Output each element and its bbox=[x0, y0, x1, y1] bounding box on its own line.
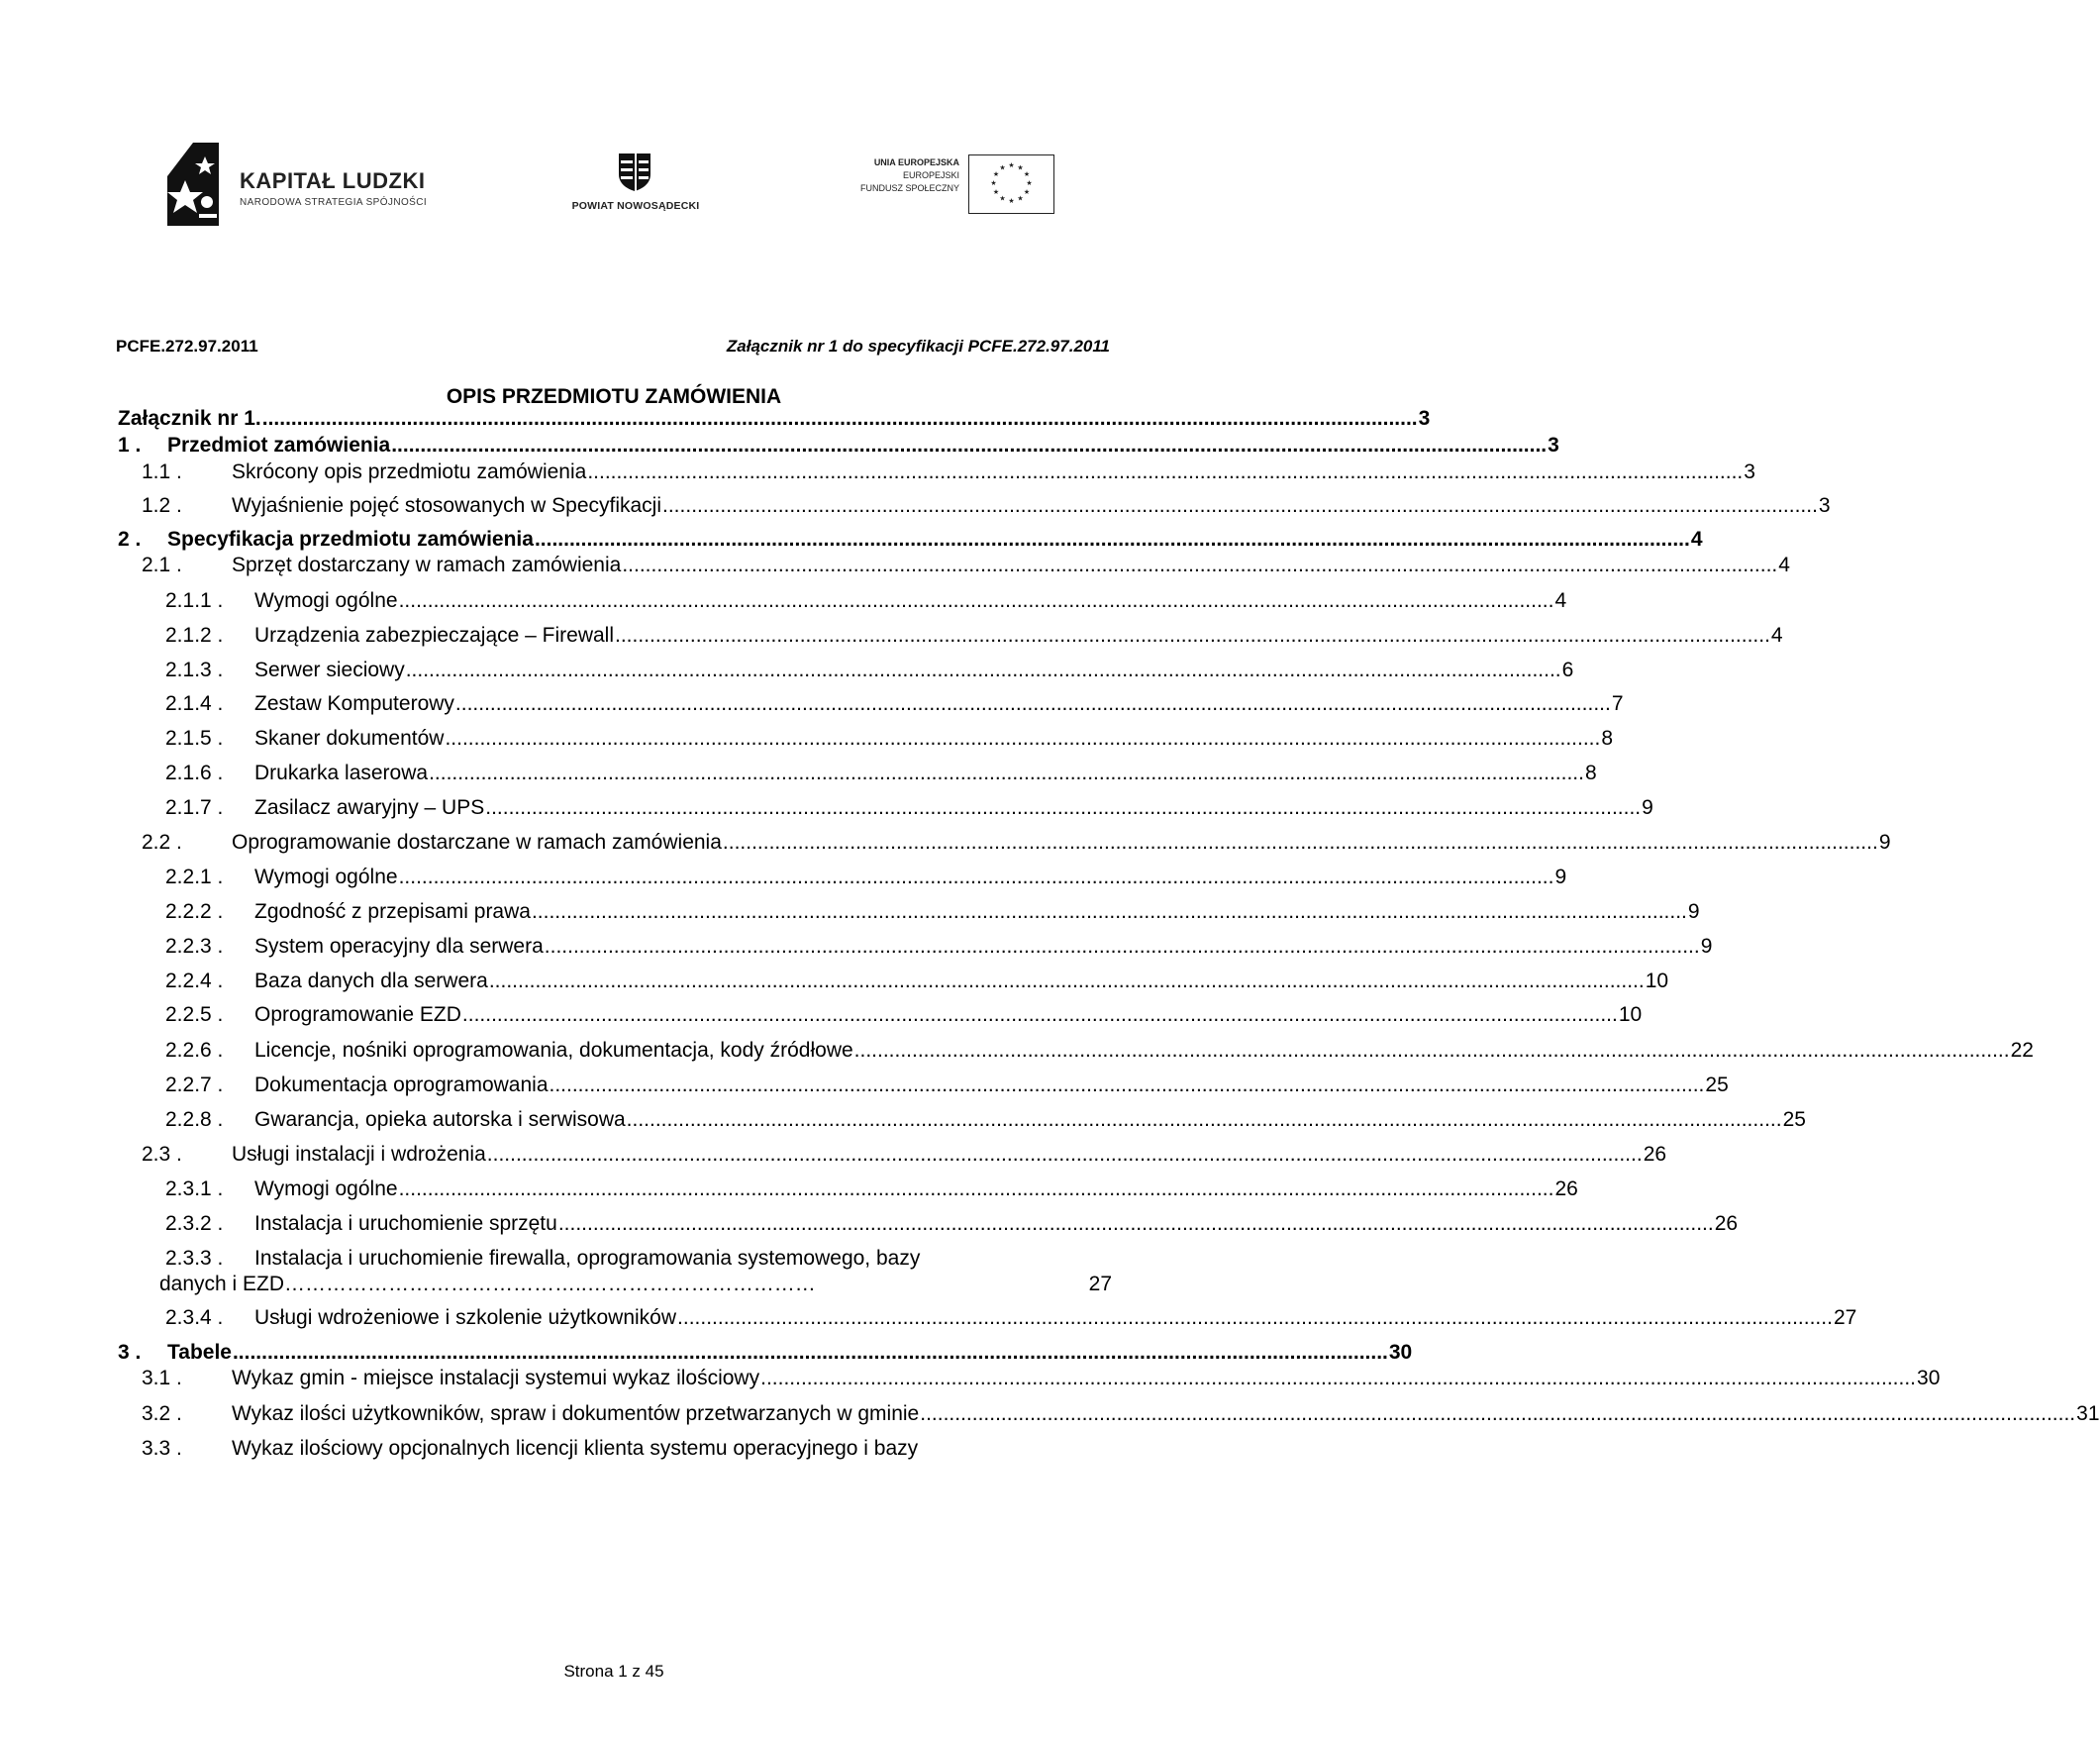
toc-number: 3.1 . bbox=[142, 1367, 182, 1389]
svg-text:★: ★ bbox=[1017, 163, 1024, 172]
toc-page-number: 9 bbox=[1642, 796, 1653, 819]
toc-number: 1.2 . bbox=[142, 494, 182, 517]
toc-entry[interactable] bbox=[165, 727, 1614, 751]
toc-leader-dots: ........................................................................................................................................................................................................ bbox=[454, 692, 1611, 715]
powiat-logo bbox=[566, 153, 705, 228]
toc-leader-dots: ........................................................................................................................................................................................................ bbox=[445, 727, 1601, 750]
toc-title: Urządzenia zabezpieczające – Firewall bbox=[254, 624, 615, 647]
toc-number: 2.2.1 . bbox=[165, 866, 224, 888]
toc-page-number: 31 bbox=[2076, 1402, 2100, 1425]
toc-title: Wymogi ogólne bbox=[254, 589, 398, 612]
toc-leader-dots: ........................................................................................................................................................................................................ bbox=[531, 900, 1687, 923]
page-number: Strona 1 z 45 bbox=[563, 1662, 664, 1681]
toc-entry[interactable] bbox=[118, 528, 1703, 552]
toc-leader-dots: ........................................................................................................................................................................................................ bbox=[398, 866, 1554, 888]
toc-title: System operacyjny dla serwera bbox=[254, 935, 544, 958]
toc-entry[interactable] bbox=[165, 692, 1624, 716]
eu-text bbox=[860, 156, 959, 195]
toc-title: Gwarancja, opieka autorska i serwisowa bbox=[254, 1108, 626, 1131]
toc-title: Wyjaśnienie pojęć stosowanych w Specyfikacji bbox=[232, 494, 662, 517]
toc-entry[interactable] bbox=[165, 1073, 1729, 1097]
toc-leader-dots: ........................................................................................................................................................................................................ bbox=[398, 589, 1554, 612]
toc-title: Instalacja i uruchomienie sprzętu bbox=[254, 1212, 557, 1235]
toc-page-number: 3 bbox=[1418, 407, 1431, 430]
toc-leader-dots: ........................................................................................................................................................................................................ bbox=[920, 1402, 2076, 1425]
toc-title: Drukarka laserowa bbox=[254, 762, 429, 784]
toc-page-number: 3 bbox=[1744, 460, 1755, 483]
powiat-crest-icon bbox=[618, 153, 651, 192]
toc-entry[interactable] bbox=[142, 831, 1891, 855]
svg-text:★: ★ bbox=[1008, 197, 1015, 205]
toc-page-number: 4 bbox=[1770, 624, 1783, 647]
toc-page-number: 10 bbox=[1618, 1003, 1643, 1026]
eu-logo bbox=[837, 154, 1054, 218]
toc-title: Skrócony opis przedmiotu zamówienia bbox=[232, 460, 587, 483]
toc-page-number: 26 bbox=[1554, 1177, 1578, 1200]
toc-entry[interactable] bbox=[142, 1367, 1941, 1390]
toc-number: 2.1.3 . bbox=[165, 659, 224, 681]
toc-title: Baza danych dla serwera bbox=[254, 970, 488, 992]
toc-entry[interactable] bbox=[165, 624, 1783, 648]
toc-title: Specyfikacja przedmiotu zamówienia bbox=[167, 528, 534, 551]
toc-entry[interactable] bbox=[165, 589, 1567, 613]
toc-page-number: 25 bbox=[1705, 1073, 1729, 1096]
toc-title: Wykaz ilości użytkowników, spraw i dokumentów przetwarzanych w gminie bbox=[232, 1402, 920, 1425]
toc-leader-dots: ........................................................................................................................................................................................................ bbox=[391, 434, 1548, 457]
toc-title: Oprogramowanie dostarczane w ramach zamówienia bbox=[232, 831, 722, 854]
toc-page-number: 27 bbox=[1833, 1306, 1857, 1329]
toc-number: 2.2.4 . bbox=[165, 970, 224, 992]
toc-leader-dots: ........................................................................................................................................................................................................ bbox=[557, 1212, 1714, 1235]
toc-number: 2.2 . bbox=[142, 831, 182, 854]
document-reference: PCFE.272.97.2011 bbox=[116, 337, 258, 356]
toc-entry[interactable] bbox=[165, 659, 1574, 682]
toc-number: 2.1.1 . bbox=[165, 589, 224, 612]
toc-entry[interactable] bbox=[165, 1212, 1739, 1236]
logo-bar bbox=[0, 139, 1228, 238]
toc-leader-dots: ........................................................................................................................................................................................................ bbox=[486, 1143, 1643, 1166]
attachment-reference: Załącznik nr 1 do specyfikacji PCFE.272.97.2011 bbox=[726, 337, 1110, 356]
eu-flag-icon bbox=[968, 154, 1054, 214]
svg-text:★: ★ bbox=[1017, 194, 1024, 203]
toc-page-number: 25 bbox=[1782, 1108, 1806, 1131]
toc-entry[interactable] bbox=[165, 1177, 1578, 1201]
toc-number: 2.3.4 . bbox=[165, 1306, 224, 1329]
toc-title: danych i EZD……………………………………..…………………………… bbox=[159, 1273, 816, 1295]
page-title: OPIS PRZEDMIOTU ZAMÓWIENIA bbox=[446, 385, 782, 408]
toc-number: 3.3 . bbox=[142, 1437, 182, 1460]
svg-text:★: ★ bbox=[990, 179, 997, 187]
toc-number: 2.1 . bbox=[142, 554, 182, 576]
toc-entry[interactable] bbox=[165, 1306, 1857, 1330]
toc-leader-dots: ........................................................................................................................................................................................................ bbox=[615, 624, 1770, 647]
toc-page-number: 8 bbox=[1584, 762, 1597, 784]
toc-entry[interactable] bbox=[165, 900, 1700, 924]
toc-title: Licencje, nośniki oprogramowania, dokumentacja, kody źródłowe bbox=[254, 1039, 853, 1062]
toc-number: 2.1.2 . bbox=[165, 624, 224, 647]
toc-leader-dots: ........................................................................................................................................................................................................ bbox=[662, 494, 1818, 517]
toc-title: Serwer sieciowy bbox=[254, 659, 405, 681]
toc-page-number: 26 bbox=[1714, 1212, 1739, 1235]
toc-page-number: 9 bbox=[1700, 935, 1713, 958]
toc-number: 2.1.4 . bbox=[165, 692, 224, 715]
toc-page-number: 3 bbox=[1818, 494, 1831, 517]
svg-text:★: ★ bbox=[1023, 170, 1031, 178]
toc-page-number: 30 bbox=[1917, 1367, 1941, 1389]
toc-leader-dots: ........................................................................................................................................................................................................ bbox=[429, 762, 1584, 784]
toc-leader-dots: ........................................................................................................................................................................................................ bbox=[488, 970, 1645, 992]
svg-text:★: ★ bbox=[992, 188, 1000, 196]
toc-number: 2.1.7 . bbox=[165, 796, 224, 819]
toc-title: Zestaw Komputerowy bbox=[254, 692, 454, 715]
toc-entry[interactable] bbox=[165, 1108, 1806, 1132]
toc-leader-dots: ........................................................................................................................................................................................................ bbox=[760, 1367, 1917, 1389]
toc-entry[interactable] bbox=[159, 1273, 1112, 1296]
eu-line-2: EUROPEJSKI bbox=[902, 170, 959, 180]
toc-number: 1 . bbox=[118, 434, 142, 457]
powiat-name: POWIAT NOWOSĄDECKI bbox=[571, 200, 700, 212]
toc-leader-dots: ........................................................................................................................................................................................................ bbox=[722, 831, 1878, 854]
toc-leader-dots: ........................................................................................................................................................................................................ bbox=[587, 460, 1744, 483]
toc-entry[interactable] bbox=[165, 1247, 1112, 1271]
toc-leader-dots: ........................................................................................................................................................................................................ bbox=[677, 1306, 1833, 1329]
toc-leader-dots: ........................................................................................................................................................................................................ bbox=[485, 796, 1642, 819]
toc-title: Załącznik nr 1. bbox=[118, 407, 261, 430]
toc-page-number: 6 bbox=[1561, 659, 1574, 681]
eu-line-1: UNIA EUROPEJSKA bbox=[873, 157, 959, 167]
toc-entry[interactable] bbox=[142, 494, 1831, 518]
toc-number: 3 . bbox=[118, 1341, 142, 1364]
toc-page-number: 8 bbox=[1601, 727, 1614, 750]
svg-text:★: ★ bbox=[992, 170, 1000, 178]
toc-page-number: 9 bbox=[1687, 900, 1700, 923]
toc-number: 2.2.3 . bbox=[165, 935, 224, 958]
toc-number: 3.2 . bbox=[142, 1402, 182, 1425]
toc-page-number: 10 bbox=[1645, 970, 1669, 992]
toc-entry[interactable] bbox=[142, 554, 1790, 577]
toc-page-number: 4 bbox=[1690, 528, 1703, 551]
toc-title: Wykaz gmin - miejsce instalacji systemui wykaz ilościowy bbox=[232, 1367, 760, 1389]
eu-line-3: FUNDUSZ SPOŁECZNY bbox=[859, 183, 959, 193]
toc-page-number: 27 bbox=[1088, 1273, 1112, 1295]
toc-number: 2.2.8 . bbox=[165, 1108, 224, 1131]
svg-text:★: ★ bbox=[1026, 179, 1033, 187]
toc-leader-dots: ........................................................................................................................................................................................................ bbox=[461, 1003, 1618, 1026]
toc-number: 2.2.7 . bbox=[165, 1073, 224, 1096]
toc-entry[interactable] bbox=[118, 1341, 1413, 1365]
toc-leader-dots: ........................................................................................................................................................................................................ bbox=[232, 1341, 1388, 1364]
toc-page-number: 7 bbox=[1611, 692, 1624, 715]
toc-title: Wymogi ogólne bbox=[254, 1177, 398, 1200]
toc-number: 2.2.5 . bbox=[165, 1003, 224, 1026]
svg-text:★: ★ bbox=[1008, 161, 1015, 169]
toc-page-number: 22 bbox=[2010, 1039, 2034, 1062]
toc-title: Wymogi ogólne bbox=[254, 866, 398, 888]
toc-entry[interactable] bbox=[165, 866, 1567, 889]
toc-title: Skaner dokumentów bbox=[254, 727, 445, 750]
toc-leader-dots: ........................................................................................................................................................................................................ bbox=[622, 554, 1778, 576]
toc-number: 2.2.6 . bbox=[165, 1039, 224, 1062]
toc-leader-dots: ........................................................................................................................................................................................................ bbox=[626, 1108, 1782, 1131]
toc-number: 2.3.1 . bbox=[165, 1177, 224, 1200]
kapital-ludzki-mark-icon bbox=[163, 143, 223, 226]
toc-leader-dots: ........................................................................................................................................................................................................ bbox=[853, 1039, 2010, 1062]
svg-text:★: ★ bbox=[999, 163, 1006, 172]
toc-title: Zgodność z przepisami prawa bbox=[254, 900, 531, 923]
toc-page-number: 30 bbox=[1388, 1341, 1413, 1364]
toc-title: Wykaz ilościowy opcjonalnych licencji klienta systemu operacyjnego i bazy bbox=[232, 1437, 919, 1460]
toc-number: 2.3.2 . bbox=[165, 1212, 224, 1235]
toc-entry[interactable] bbox=[142, 1437, 1112, 1461]
toc-entry[interactable] bbox=[165, 970, 1669, 993]
svg-text:★: ★ bbox=[999, 194, 1006, 203]
toc-page-number: 3 bbox=[1548, 434, 1559, 457]
toc-page-number: 9 bbox=[1554, 866, 1567, 888]
toc-leader-dots: ........................................................................................................................................................................................................ bbox=[544, 935, 1700, 958]
toc-number: 2.2.2 . bbox=[165, 900, 224, 923]
toc-leader-dots: ........................................................................................................................................................................................................ bbox=[549, 1073, 1705, 1096]
toc-title: Dokumentacja oprogramowania bbox=[254, 1073, 549, 1096]
toc-title: Usługi wdrożeniowe i szkolenie użytkowników bbox=[254, 1306, 677, 1329]
toc-number: 1.1 . bbox=[142, 460, 182, 483]
toc-page-number: 4 bbox=[1554, 589, 1567, 612]
kapital-ludzki-logo bbox=[163, 139, 441, 228]
toc-title: Tabele bbox=[167, 1341, 232, 1364]
toc-title: Zasilacz awaryjny – UPS bbox=[254, 796, 485, 819]
toc-leader-dots: ........................................................................................................................................................................................................ bbox=[534, 528, 1690, 551]
toc-number: 2 . bbox=[118, 528, 142, 551]
toc-title: Instalacja i uruchomienie firewalla, oprogramowania systemowego, bazy bbox=[254, 1247, 921, 1270]
toc-page-number: 4 bbox=[1778, 554, 1790, 576]
toc-entry[interactable] bbox=[165, 1039, 2034, 1063]
toc-leader-dots: ........................................................................................................................................................................................................ bbox=[405, 659, 1561, 681]
toc-title: Oprogramowanie EZD bbox=[254, 1003, 461, 1026]
toc-entry[interactable] bbox=[165, 762, 1597, 785]
toc-entry[interactable] bbox=[165, 1003, 1643, 1027]
toc-entry[interactable] bbox=[118, 407, 1431, 431]
toc-leader-dots: ........................................................................................................................................................................................................ bbox=[261, 407, 1418, 430]
toc-entry[interactable] bbox=[142, 1402, 2100, 1426]
toc-entry[interactable] bbox=[165, 935, 1713, 959]
toc-title: Przedmiot zamówienia bbox=[167, 434, 391, 457]
toc-leader-dots: ........................................................................................................................................................................................................ bbox=[398, 1177, 1554, 1200]
kapital-ludzki-title: KAPITAŁ LUDZKI bbox=[240, 168, 426, 193]
svg-text:★: ★ bbox=[1023, 188, 1031, 196]
toc-page-number: 26 bbox=[1643, 1143, 1667, 1166]
toc-entry[interactable] bbox=[142, 1143, 1667, 1167]
toc-number: 2.1.6 . bbox=[165, 762, 224, 784]
toc-page-number: 9 bbox=[1878, 831, 1891, 854]
toc-title: Usługi instalacji i wdrożenia bbox=[232, 1143, 486, 1166]
toc-number: 2.1.5 . bbox=[165, 727, 224, 750]
toc-entry[interactable] bbox=[142, 460, 1755, 484]
toc-title: Sprzęt dostarczany w ramach zamówienia bbox=[232, 554, 622, 576]
toc-entry[interactable] bbox=[165, 796, 1653, 820]
kapital-ludzki-subtitle: NARODOWA STRATEGIA SPÓJNOŚCI bbox=[240, 197, 428, 208]
toc-number: 2.3 . bbox=[142, 1143, 182, 1166]
toc-number: 2.3.3 . bbox=[165, 1247, 224, 1270]
toc-entry[interactable] bbox=[118, 434, 1559, 458]
